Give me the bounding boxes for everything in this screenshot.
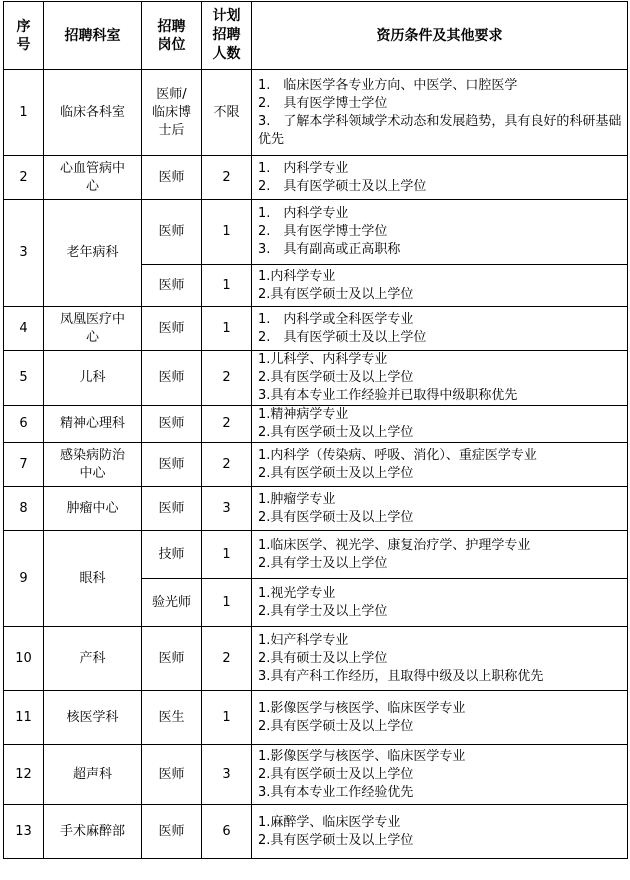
post-cell xyxy=(142,627,202,691)
department-name: 核医学科 xyxy=(66,709,119,725)
department-cell xyxy=(44,406,142,443)
department-cell xyxy=(44,156,142,200)
planned-count: 2 xyxy=(202,443,252,487)
row-number: 2 xyxy=(4,156,44,200)
requirement-line: 3. 具有副高或正高职称 xyxy=(258,242,401,257)
header-row xyxy=(4,2,628,70)
table-row xyxy=(4,443,628,487)
row-number: 6 xyxy=(4,406,44,443)
requirements-cell xyxy=(252,487,628,531)
post-name: 技师 xyxy=(158,546,185,562)
requirement-line: 2. 具有医学博士学位 xyxy=(258,95,388,111)
department-name: 精神心理科 xyxy=(59,416,125,431)
row-number: 4 xyxy=(4,307,44,351)
table-row xyxy=(4,406,628,443)
post-name: 医师 xyxy=(158,766,185,782)
requirements-cell xyxy=(252,265,628,307)
requirement-line: 1.肿瘤学专业 xyxy=(258,491,336,507)
post-cell xyxy=(142,200,202,265)
planned-count: 1 xyxy=(202,265,252,307)
post-cell xyxy=(142,351,202,406)
planned-count: 3 xyxy=(202,745,252,805)
requirement-line: 1. 内科学专业 xyxy=(258,206,349,221)
requirement-line: 2. 具有医学硕士及以上学位 xyxy=(258,178,427,194)
planned-count: 1 xyxy=(202,691,252,745)
requirement-line: 1.内科学专业 xyxy=(258,268,336,284)
department-name: 心血管病中心 xyxy=(59,160,125,194)
department-name: 感染病防治中心 xyxy=(59,447,125,481)
header-post: 招聘岗位 xyxy=(142,2,202,70)
post-cell xyxy=(142,805,202,859)
requirement-line: 1.儿科学、内科学专业 xyxy=(258,352,388,367)
post-cell xyxy=(142,579,202,627)
table-row xyxy=(4,745,628,805)
post-name: 医师 xyxy=(158,500,185,516)
table-row xyxy=(4,70,628,156)
requirement-line: 2.具有医学硕士及以上学位 xyxy=(258,832,414,848)
department-name: 老年病科 xyxy=(66,245,119,260)
requirements-cell xyxy=(252,627,628,691)
post-name: 医生 xyxy=(158,709,185,725)
department-name: 肿瘤中心 xyxy=(66,500,119,516)
requirements-cell xyxy=(252,443,628,487)
planned-count: 2 xyxy=(202,156,252,200)
requirement-line: 1. 内科学专业 xyxy=(258,160,349,176)
requirement-line: 1.妇产科学专业 xyxy=(258,632,349,648)
planned-count: 不限 xyxy=(202,70,252,156)
post-name: 医师 xyxy=(158,650,185,666)
post-cell xyxy=(142,156,202,200)
post-cell xyxy=(142,265,202,307)
table-row xyxy=(4,156,628,200)
post-cell xyxy=(142,70,202,156)
requirement-line: 1.临床医学、视光学、康复治疗学、护理学专业 xyxy=(258,537,531,553)
post-name: 医师 xyxy=(158,169,185,185)
requirements-cell xyxy=(252,579,628,627)
planned-count: 1 xyxy=(202,307,252,351)
requirements-cell xyxy=(252,531,628,579)
requirement-line: 1. 内科学或全科医学专业 xyxy=(258,311,414,327)
post-name: 医师 xyxy=(158,416,185,431)
department-cell xyxy=(44,531,142,627)
row-number: 10 xyxy=(4,627,44,691)
row-number: 1 xyxy=(4,70,44,156)
requirements-cell xyxy=(252,745,628,805)
requirement-line: 1.精神病学专业 xyxy=(258,407,349,422)
post-name: 医师/临床博士后 xyxy=(151,86,191,138)
post-name: 医师 xyxy=(158,277,185,293)
planned-count: 1 xyxy=(202,579,252,627)
planned-count: 1 xyxy=(202,200,252,265)
row-number: 11 xyxy=(4,691,44,745)
post-cell xyxy=(142,443,202,487)
department-name: 儿科 xyxy=(79,370,106,385)
requirement-line: 2.具有医学硕士及以上学位 xyxy=(258,766,414,782)
requirement-line: 1.内科学（传染病、呼吸、消化）、重症医学专业 xyxy=(258,447,537,463)
row-number: 8 xyxy=(4,487,44,531)
planned-count: 3 xyxy=(202,487,252,531)
header-requirements: 资历条件及其他要求 xyxy=(252,2,628,70)
department-name: 产科 xyxy=(79,650,106,666)
row-number: 12 xyxy=(4,745,44,805)
requirement-line: 2.具有学士及以上学位 xyxy=(258,603,388,619)
post-cell xyxy=(142,691,202,745)
requirement-line: 1.视光学专业 xyxy=(258,585,336,601)
requirements-cell xyxy=(252,351,628,406)
requirement-line: 2. 具有医学博士学位 xyxy=(258,224,388,239)
requirement-line: 2.具有医学硕士及以上学位 xyxy=(258,718,414,734)
post-name: 医师 xyxy=(158,224,185,239)
requirement-line: 2. 具有医学硕士及以上学位 xyxy=(258,329,427,345)
requirement-line: 2.具有医学硕士及以上学位 xyxy=(258,370,414,385)
department-cell xyxy=(44,691,142,745)
post-name: 医师 xyxy=(158,456,185,472)
post-cell xyxy=(142,406,202,443)
planned-count: 6 xyxy=(202,805,252,859)
planned-count: 2 xyxy=(202,627,252,691)
department-cell xyxy=(44,487,142,531)
planned-count: 2 xyxy=(202,406,252,443)
requirement-line: 2.具有硕士及以上学位 xyxy=(258,650,388,666)
header-no: 序号 xyxy=(4,2,44,70)
requirement-line: 2.具有医学硕士及以上学位 xyxy=(258,286,414,302)
post-name: 医师 xyxy=(158,370,185,385)
header-dept: 招聘科室 xyxy=(44,2,142,70)
planned-count: 1 xyxy=(202,531,252,579)
requirements-cell xyxy=(252,70,628,156)
table-row xyxy=(4,805,628,859)
requirement-line: 1.影像医学与核医学、临床医学专业 xyxy=(258,700,466,716)
recruitment-table xyxy=(3,1,628,859)
requirement-line: 1.麻醉学、临床医学专业 xyxy=(258,814,401,830)
post-cell xyxy=(142,745,202,805)
requirements-cell xyxy=(252,805,628,859)
department-cell xyxy=(44,805,142,859)
requirements-cell xyxy=(252,406,628,443)
requirement-line: 1.影像医学与核医学、临床医学专业 xyxy=(258,748,466,764)
row-number: 5 xyxy=(4,351,44,406)
requirement-line: 2.具有学士及以上学位 xyxy=(258,555,388,571)
requirement-line: 3.具有产科工作经历，且取得中级及以上职称优先 xyxy=(258,668,544,684)
department-cell xyxy=(44,443,142,487)
department-cell xyxy=(44,745,142,805)
table-row xyxy=(4,200,628,265)
row-number: 7 xyxy=(4,443,44,487)
table-row xyxy=(4,351,628,406)
table-row xyxy=(4,691,628,745)
table-row xyxy=(4,487,628,531)
department-name: 凤凰医疗中心 xyxy=(59,311,125,345)
department-cell xyxy=(44,70,142,156)
post-name: 医师 xyxy=(158,823,185,839)
department-name: 超声科 xyxy=(72,766,112,782)
post-cell xyxy=(142,487,202,531)
post-cell xyxy=(142,531,202,579)
post-cell xyxy=(142,307,202,351)
requirements-cell xyxy=(252,691,628,745)
table-row xyxy=(4,531,628,579)
planned-count: 2 xyxy=(202,351,252,406)
requirement-line: 3. 了解本学科领域学术动态和发展趋势，具有良好的科研基础优先 xyxy=(258,113,622,147)
requirement-line: 3.具有本专业工作经验优先 xyxy=(258,784,414,800)
row-number: 3 xyxy=(4,200,44,307)
post-name: 医师 xyxy=(158,320,185,336)
requirement-line: 3.具有本专业工作经验并已取得中级职称优先 xyxy=(258,388,518,403)
requirement-line: 2.具有医学硕士及以上学位 xyxy=(258,465,414,481)
department-name: 临床各科室 xyxy=(59,104,125,120)
requirements-cell xyxy=(252,156,628,200)
table-row xyxy=(4,307,628,351)
requirements-cell xyxy=(252,200,628,265)
department-name: 手术麻醉部 xyxy=(59,823,125,839)
row-number: 9 xyxy=(4,531,44,627)
department-cell xyxy=(44,351,142,406)
post-name: 验光师 xyxy=(151,594,191,610)
requirement-line: 1. 临床医学各专业方向、中医学、口腔医学 xyxy=(258,77,518,93)
department-cell xyxy=(44,627,142,691)
requirement-line: 2.具有医学硕士及以上学位 xyxy=(258,509,414,525)
department-name: 眼科 xyxy=(79,570,106,586)
requirements-cell xyxy=(252,307,628,351)
header-count: 计划招聘人数 xyxy=(202,2,252,70)
requirement-line: 2.具有医学硕士及以上学位 xyxy=(258,425,414,440)
row-number: 13 xyxy=(4,805,44,859)
table-row xyxy=(4,627,628,691)
department-cell xyxy=(44,200,142,307)
department-cell xyxy=(44,307,142,351)
